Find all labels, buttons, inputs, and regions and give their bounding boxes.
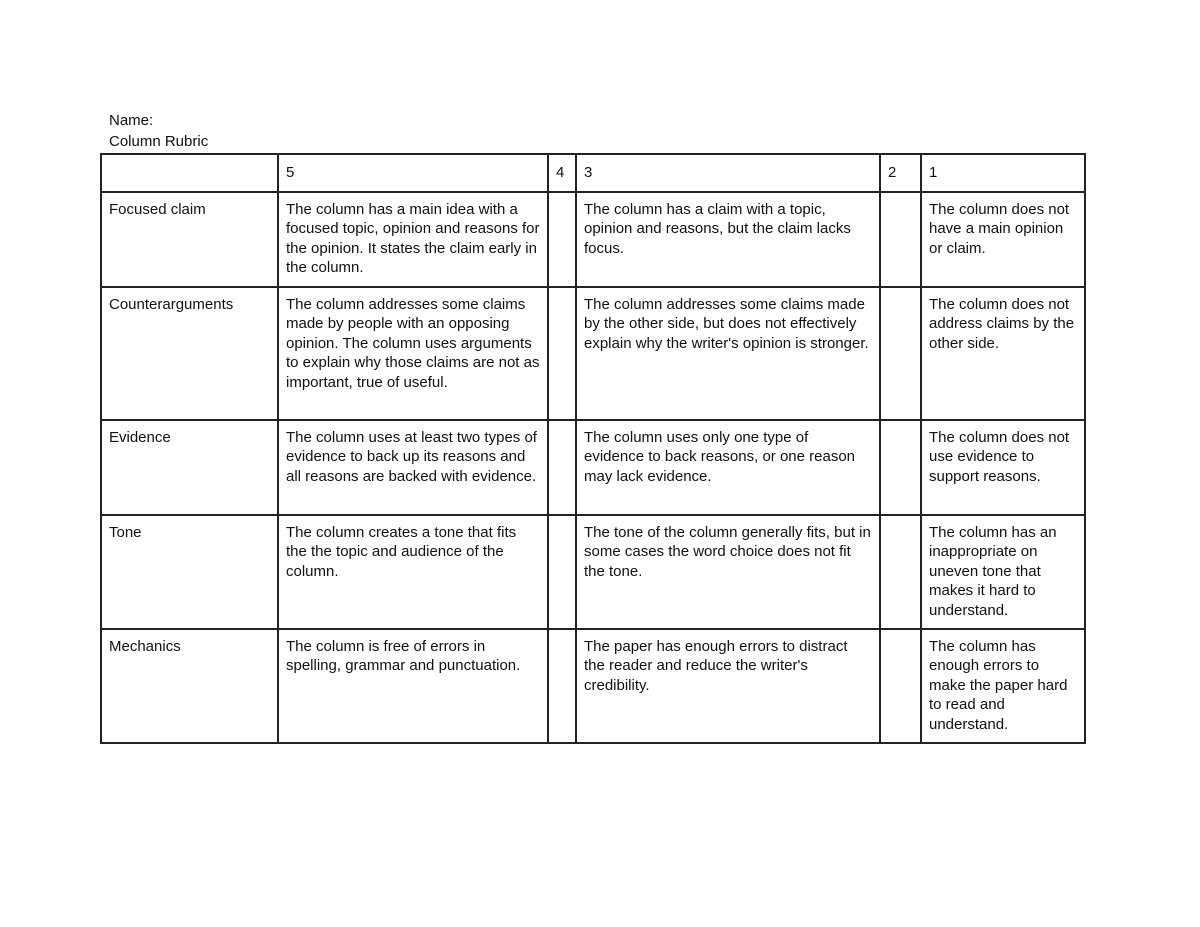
header-cell-score-2: 2: [880, 154, 921, 192]
score-4-cell: [548, 287, 576, 420]
score-4-cell: [548, 420, 576, 515]
criterion-cell: Focused claim: [101, 192, 278, 287]
score-4-cell: [548, 192, 576, 287]
rubric-row-evidence: [101, 420, 1085, 515]
score-1-cell: The column does not have a main opinion or claim.: [921, 192, 1085, 287]
criterion-cell: Mechanics: [101, 629, 278, 743]
score-5-cell: The column creates a tone that fits the the topic and audience of the column.: [278, 515, 548, 629]
score-5-cell: The column addresses some claims made by people with an opposing opinion. The column uses arguments to explain why those claims are not as important, true of useful.: [278, 287, 548, 420]
document-header: [109, 110, 208, 152]
rubric-row-tone: [101, 515, 1085, 629]
rubric-row-focused-claim: [101, 192, 1085, 287]
score-5-cell: The column has a main idea with a focused topic, opinion and reasons for the opinion. It states the claim early in the column.: [278, 192, 548, 287]
score-3-cell: The paper has enough errors to distract the reader and reduce the writer's credibility.: [576, 629, 880, 743]
score-2-cell: [880, 287, 921, 420]
criterion-cell: Tone: [101, 515, 278, 629]
score-2-cell: [880, 192, 921, 287]
score-5-cell: The column uses at least two types of evidence to back up its reasons and all reasons are backed with evidence.: [278, 420, 548, 515]
score-5-cell: The column is free of errors in spelling, grammar and punctuation.: [278, 629, 548, 743]
name-label: Name:: [109, 112, 154, 129]
document-title: Column Rubric: [109, 133, 209, 150]
header-cell-score-5: 5: [278, 154, 548, 192]
criterion-cell: Evidence: [101, 420, 278, 515]
score-2-cell: [880, 420, 921, 515]
rubric-row-mechanics: [101, 629, 1085, 743]
header-cell-score-3: 3: [576, 154, 880, 192]
header-cell-score-1: 1: [921, 154, 1085, 192]
score-2-cell: [880, 515, 921, 629]
score-1-cell: The column has an inappropriate on uneven tone that makes it hard to understand.: [921, 515, 1085, 629]
score-1-cell: The column does not address claims by the other side.: [921, 287, 1085, 420]
header-cell-score-4: 4: [548, 154, 576, 192]
criterion-cell: Counterarguments: [101, 287, 278, 420]
score-1-cell: The column does not use evidence to support reasons.: [921, 420, 1085, 515]
rubric-table: [100, 153, 1086, 744]
score-3-cell: The column has a claim with a topic, opinion and reasons, but the claim lacks focus.: [576, 192, 880, 287]
score-header-row: [101, 154, 1085, 192]
score-3-cell: The column addresses some claims made by the other side, but does not effectively explain why the writer's opinion is stronger.: [576, 287, 880, 420]
score-4-cell: [548, 629, 576, 743]
header-cell-criterion: [101, 154, 278, 192]
score-2-cell: [880, 629, 921, 743]
rubric-row-counterarguments: [101, 287, 1085, 420]
score-1-cell: The column has enough errors to make the paper hard to read and understand.: [921, 629, 1085, 743]
score-4-cell: [548, 515, 576, 629]
score-3-cell: The column uses only one type of evidence to back reasons, or one reason may lack evidence.: [576, 420, 880, 515]
score-3-cell: The tone of the column generally fits, but in some cases the word choice does not fit the tone.: [576, 515, 880, 629]
